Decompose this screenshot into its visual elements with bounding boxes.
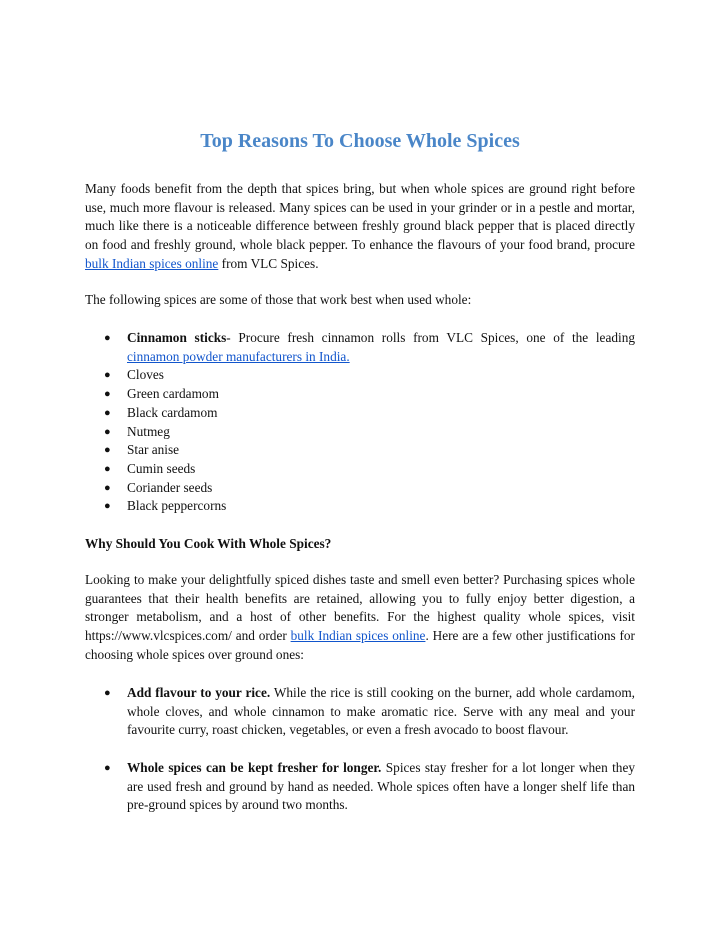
bullet-icon: ● [104,761,111,774]
list-item-text: Black cardamom [127,404,218,420]
why-after-text: . Here are a few other justifications for choosing whole spices over ground ones: [85,628,635,662]
list-item [85,460,635,479]
list-item-text: Green cardamom [127,386,219,402]
page-title: Top Reasons To Choose Whole Spices [200,130,520,152]
list-item-bold: Add flavour to your rice. [127,685,271,700]
list-item [85,385,635,404]
list-item [85,441,635,460]
list-item [85,497,635,516]
list-item-text: Coriander seeds [127,479,213,495]
why-text: Looking to make your delightfully spiced dishes taste and smell even better? Purchasing spices whole guarantees that their health benefits are retained, allowing you to fully enjoy better digestion, a stronger metabolism, and a host of other benefits. For the highest quality whole spices, visit https://www.vlcspices.com/ and order [85,572,635,644]
list-item-bold: Whole spices can be kept fresher for longer. [127,759,382,775]
section-heading: Why Should You Cook With Whole Spices? [85,536,332,551]
list-item-text: Cumin seeds [127,460,196,476]
list-item [85,404,635,423]
list-item [85,329,635,366]
list-intro: The following spices are some of those that work best when used whole: [85,292,472,307]
list-item-text: While the rice is still cooking on the burner, add whole cardamom, whole cloves, and whole cinnamon to make aromatic rice. Serve with any meal and your favourite curry, roast chicken, vegetables, or even a fresh avocado to boost flavour. [127,685,636,738]
bullet-icon: ● [104,332,111,344]
list-item [85,759,635,815]
list-item [85,366,635,385]
cinnamon-manufacturers-link[interactable]: cinnamon powder manufacturers in India. [127,348,350,364]
intro-after-text: from VLC Spices. [218,255,319,271]
list-item-bold: Cinnamon sticks [127,330,227,345]
list-item-text: Cloves [127,367,164,383]
bullet-icon: ● [104,444,111,457]
reasons-list [85,684,635,815]
list-item [85,684,635,740]
list-item [85,423,635,442]
intro-text: Many foods benefit from the depth that spices bring, but when whole spices are ground right before use, much more flavour is released. Many spices can be used in your grinder or in a pestle and mortar, much like there is a noticeable difference between freshly ground black pepper that is placed directly on food and freshly ground, whole black pepper. To enhance the flavours of your food brand, procure [85,181,635,253]
bullet-icon: ● [104,388,111,401]
why-paragraph [85,571,635,665]
list-item-text: Black peppercorns [127,498,227,514]
list-item-text: - Procure fresh cinnamon rolls from VLC Spices, one of the leading [226,330,635,345]
list-item-text: Star anise [127,442,180,458]
list-item-text: Spices stay fresher for a lot longer when they are used fresh and ground by hand as needed. Whole spices often have a longer shelf life than pre-ground spices by around two months. [127,759,635,813]
spice-list [85,329,635,516]
bullet-icon: ● [104,687,111,699]
bulk-spices-link-2[interactable]: bulk Indian spices online [290,628,426,644]
bullet-icon: ● [104,481,111,494]
bullet-icon: ● [104,406,111,419]
bulk-spices-link[interactable]: bulk Indian spices online [85,255,219,271]
list-item [85,479,635,498]
bullet-icon: ● [104,369,111,382]
bullet-icon: ● [104,500,111,513]
bullet-icon: ● [104,462,111,475]
bullet-icon: ● [104,425,111,438]
list-item-text: Nutmeg [127,423,170,439]
intro-paragraph [85,180,635,274]
